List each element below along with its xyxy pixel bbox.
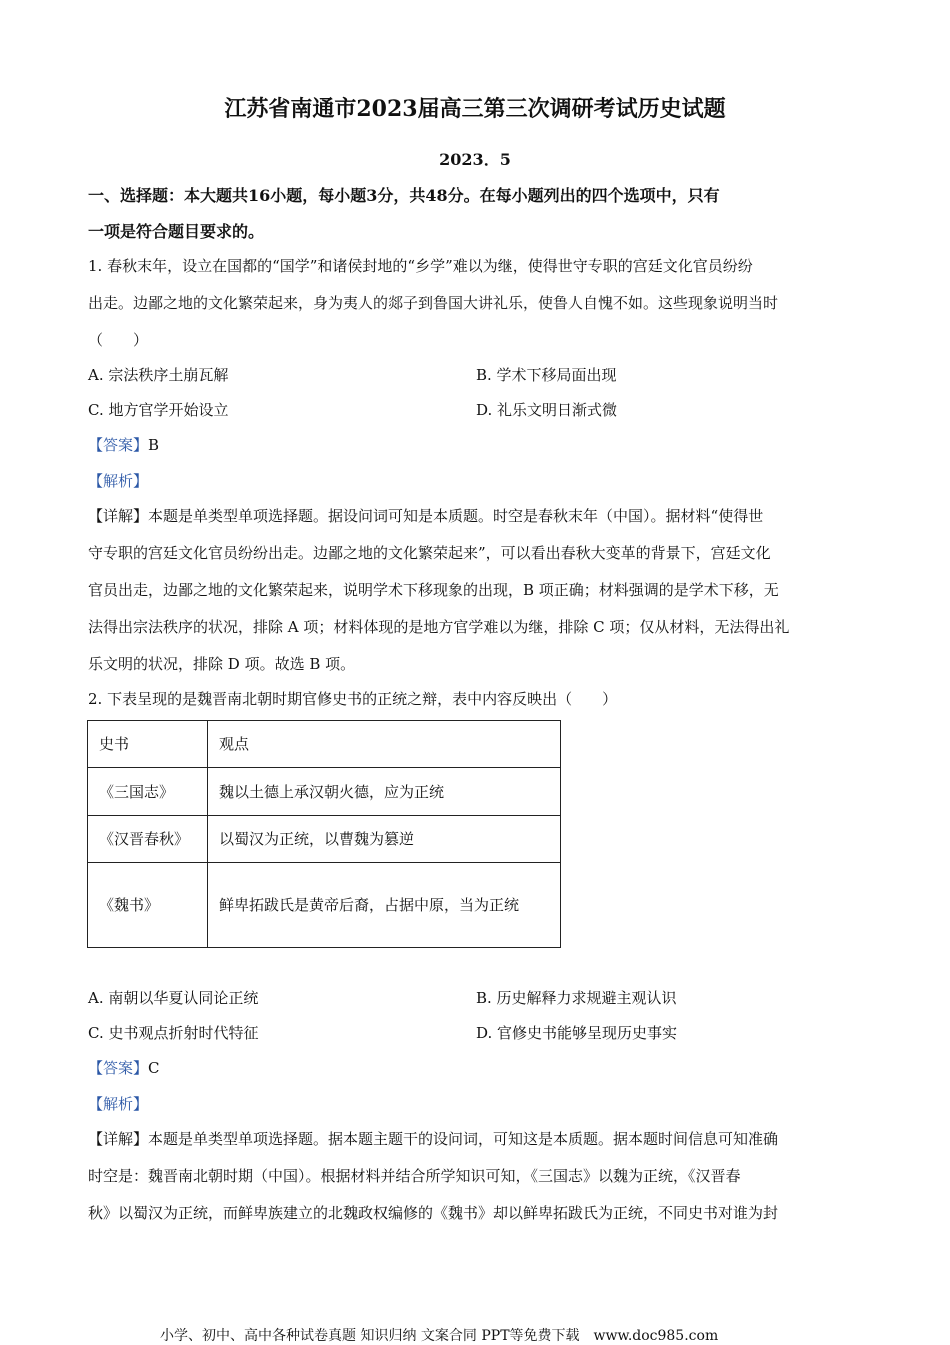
q1-option-d: D. 礼乐文明日渐式微 bbox=[476, 401, 618, 419]
q1-analysis-tag: 【解析】 bbox=[88, 472, 149, 490]
q1-answer-value: B bbox=[148, 436, 160, 454]
q2-option-a: A. 南朝以华夏认同论正统 bbox=[88, 989, 259, 1007]
q1-detail-line1: 【详解】本题是单类型单项选择题。据设问词可知是本质题。时空是春秋末年（中国）。据材料“使得世 bbox=[88, 507, 764, 525]
table-cell-view: 以蜀汉为正统，以曹魏为篡逆 bbox=[208, 816, 561, 863]
q1-detail-tag: 【详解】 bbox=[88, 507, 149, 525]
table-cell-view: 魏以土德上承汉朝火德，应为正统 bbox=[208, 768, 561, 816]
q2-answer-value: C bbox=[148, 1059, 160, 1077]
q1-stem-line1: 1. 春秋末年，设立在国都的“国学”和诸侯封地的“乡学”难以为继，使得世守专职的宫廷文化官员纷纷 bbox=[88, 257, 753, 275]
q2-option-b: B. 历史解释力求规避主观认识 bbox=[476, 989, 677, 1007]
q1-option-c: C. 地方官学开始设立 bbox=[88, 401, 229, 419]
q2-analysis-tag: 【解析】 bbox=[88, 1095, 149, 1113]
q1-option-b: B. 学术下移局面出现 bbox=[476, 366, 617, 384]
q2-answer-tag: 【答案】 bbox=[88, 1059, 149, 1077]
q2-option-d: D. 官修史书能够呈现历史事实 bbox=[476, 1024, 678, 1042]
q2-answer bbox=[88, 1058, 160, 1078]
section-heading-line1: 一、选择题：本大题共16小题，每小题3分，共48分。在每小题列出的四个选项中，只有 bbox=[88, 186, 720, 205]
table-cell-view: 鲜卑拓跋氏是黄帝后裔，占据中原，当为正统 bbox=[208, 863, 561, 948]
q2-detail-line2: 时空是：魏晋南北朝时期（中国）。根据材料并结合所学知识可知，《三国志》以魏为正统，《汉晋春 bbox=[88, 1167, 741, 1185]
q1-detail-line2: 守专职的宫廷文化官员纷纷出走。边鄙之地的文化繁荣起来”，可以看出春秋大变革的背景下，宫廷文化 bbox=[88, 544, 771, 562]
q1-option-a: A. 宗法秩序土崩瓦解 bbox=[88, 366, 229, 384]
table-row bbox=[88, 863, 561, 948]
q1-detail-line3: 官员出走，边鄙之地的文化繁荣起来，说明学术下移现象的出现，B 项正确；材料强调的是学术下移，无 bbox=[88, 581, 779, 599]
q1-stem-line2: 出走。边鄙之地的文化繁荣起来，身为夷人的郯子到鲁国大讲礼乐，使鲁人自愧不如。这些现象说明当时 bbox=[88, 294, 779, 312]
history-books-table bbox=[87, 720, 561, 948]
table-cell-book: 《魏书》 bbox=[88, 863, 208, 948]
table-row bbox=[88, 768, 561, 816]
q2-detail-tag: 【详解】 bbox=[88, 1130, 149, 1148]
q2-stem: 2. 下表呈现的是魏晋南北朝时期官修史书的正统之辩，表中内容反映出（ ） bbox=[88, 690, 618, 708]
table-header-view: 观点 bbox=[208, 721, 561, 768]
q2-option-c: C. 史书观点折射时代特征 bbox=[88, 1024, 259, 1042]
q1-detail-line5: 乐文明的状况，排除 D 项。故选 B 项。 bbox=[88, 655, 356, 673]
q2-detail-line3: 秋》以蜀汉为正统，而鲜卑族建立的北魏政权编修的《魏书》却以鲜卑拓跋氏为正统，不同史书对谁为封 bbox=[88, 1204, 779, 1222]
q1-stem-line3: （ ） bbox=[88, 331, 149, 349]
q2-detail-line1: 【详解】本题是单类型单项选择题。据本题主题干的设问词，可知这是本质题。据本题时间信息可知准确 bbox=[88, 1130, 779, 1148]
section-heading-line2: 一项是符合题目要求的。 bbox=[88, 222, 265, 241]
table-row bbox=[88, 816, 561, 863]
q1-answer-tag: 【答案】 bbox=[88, 436, 149, 454]
exam-date: 2023．5 bbox=[439, 150, 511, 169]
table-cell-book: 《汉晋春秋》 bbox=[88, 816, 208, 863]
page-footer: 小学、初中、高中各种试卷真题 知识归纳 文案合同 PPT等免费下载 www.doc985.com bbox=[160, 1328, 719, 1344]
q1-answer bbox=[88, 435, 159, 455]
table-header-row bbox=[88, 721, 561, 768]
q1-detail-line4: 法得出宗法秩序的状况，排除 A 项；材料体现的是地方官学难以为继，排除 C 项；仅从材料，无法得出礼 bbox=[88, 618, 790, 636]
table-header-book: 史书 bbox=[88, 721, 208, 768]
table-cell-book: 《三国志》 bbox=[88, 768, 208, 816]
page-title: 江苏省南通市2023届高三第三次调研考试历史试题 bbox=[224, 96, 726, 122]
